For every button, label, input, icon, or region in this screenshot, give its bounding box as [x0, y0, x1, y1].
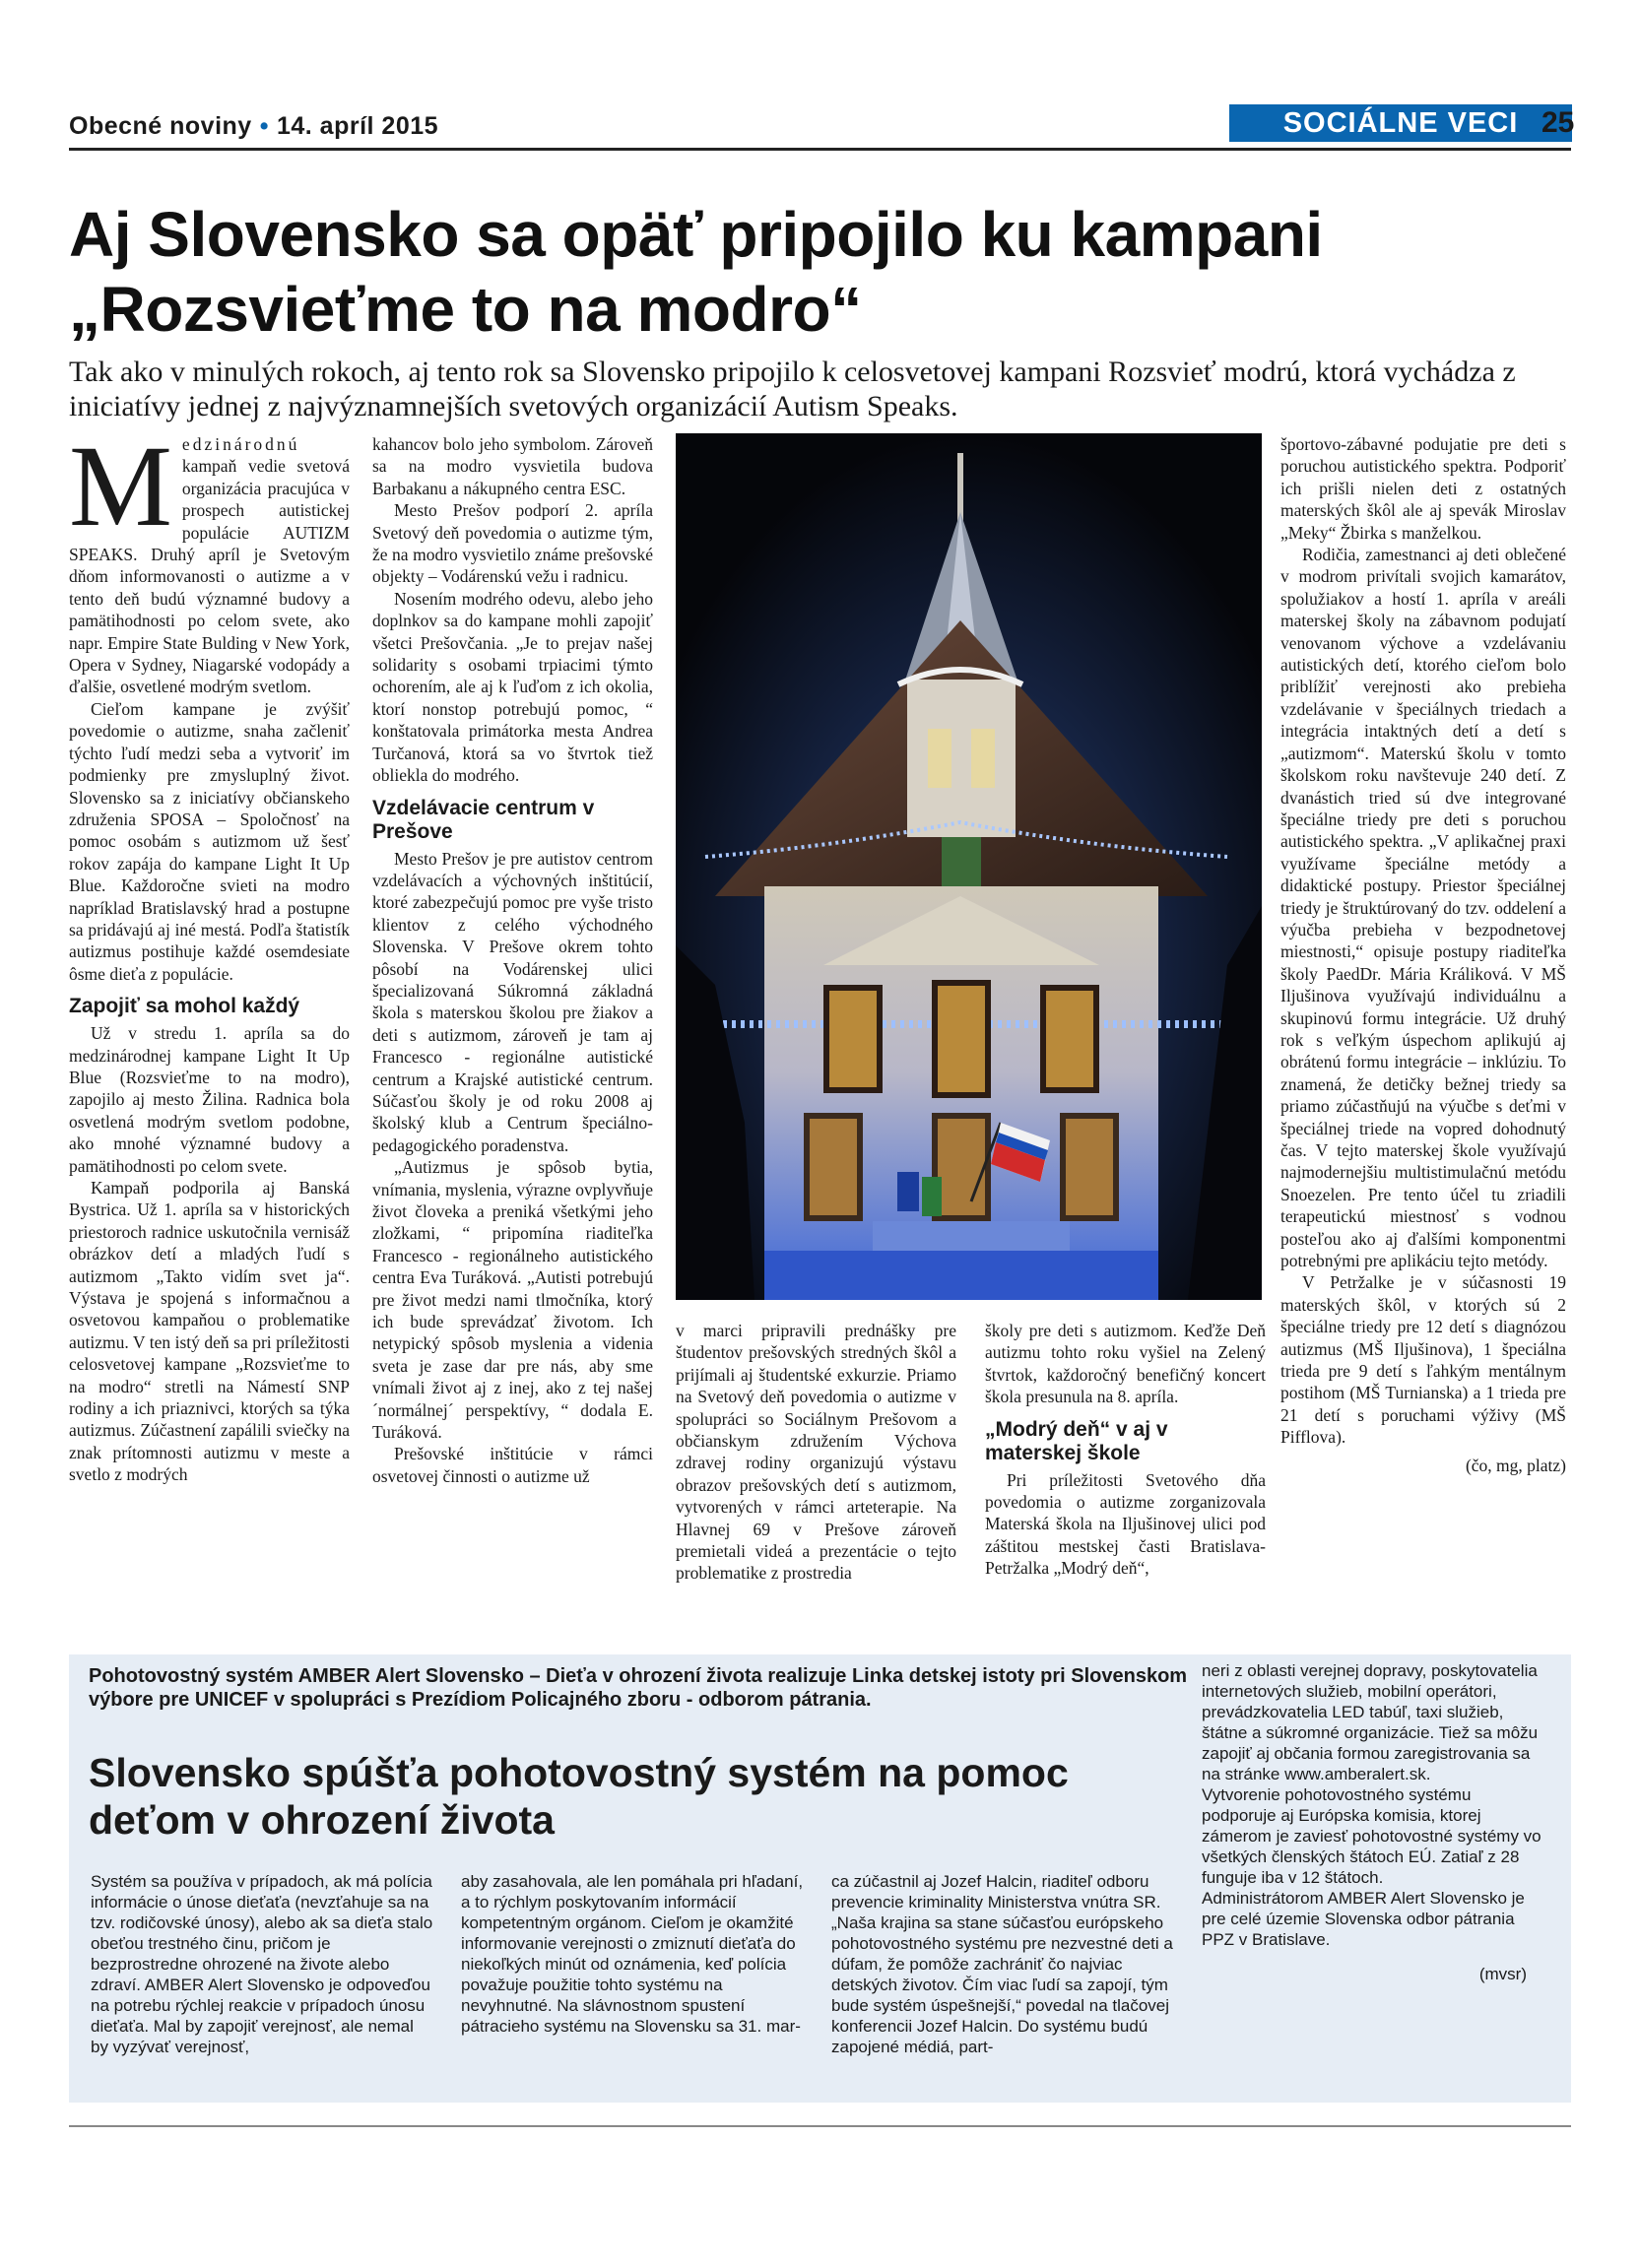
paragraph: Pri príležitosti Svetového dňa povedomia o autizme zorganizovala Materská škola na Iljušinovej ulici pod záštitou mestskej časti Bratislava-Petržalka „Modrý deň“, — [985, 1469, 1266, 1579]
article-photo-town-hall — [676, 433, 1262, 1300]
paragraph: v marci pripravili prednášky pre študentov prešovských stredných škôl a prijímali aj študentské exkurzie. Priamo na Svetový deň povedomia o autizme v spolupráci so Sociálnym Prešovom a občianskym združením Výchova zdravej rodiny organizujú výstavu obrazov prešovských detí s autizmom, vytvorených v rámci arteterapie. Na Hlavnej 69 v Prešove zároveň premietali videá a prezentácie o tejto problematike z prostredia — [676, 1321, 956, 1584]
paragraph: Už v stredu 1. apríla sa do medzinárodnej kampane Light It Up Blue (Rozsvieťme to na modro), zapojilo aj mesto Žilina. Radnica bola osvetlená modrým svetlom podobne, ako mnohé významné budovy a pamätihodnosti po celom svete. — [69, 1023, 350, 1176]
masthead — [69, 112, 438, 141]
drop-cap: M — [69, 421, 172, 551]
paragraph-text: kampaň vedie svetová organizácia pracujúca v prospech autistickej populácie AUTIZM SPEAKS. Druhý apríl je Svetovým dňom informovanosti o autizme a v tento deň budú významné budovy a pamätihodnosti po celom svete, ako napr. Empire State Bulding v New York, Opera v Sydney, Niagarské vodopády a ďalšie, osvetlené modrým svetlom. — [69, 456, 350, 697]
paragraph: kahancov bolo jeho symbolom. Zároveň sa na modro vysvietila budova Barbakanu a nákupného centra ESC. — [372, 434, 653, 498]
paragraph: Mesto Prešov je pre autistov centrom vzdelávacích a výchovných inštitúcií, ktoré zabezpečujú pomoc pre vyše tristo klientov z celého východného Slovenska. V Prešove okrem tohto pôsobí na Vodárenskej ulici špecializovaná Súkromná základná škola s materskou školou pre žiakov a deti s autizmom, zároveň je tam aj Francesco - regionálne autistické centrum a Krajské autistické centrum. Súčasťou školy je od roku 2008 aj školský klub a Centrum špeciálno-pedagogického poradenstva. — [372, 848, 653, 1155]
article-headline — [69, 197, 1571, 347]
header-rule — [69, 148, 1571, 151]
article-column-4 — [985, 1320, 1266, 1580]
paragraph: Cieľom kampane je zvýšiť povedomie o autizme, snaha začleniť týchto ľudí medzi seba a vytvoriť im podmienky pre zmysluplný život. Slovensko sa z iniciatívy občianskeho združenia SPOSA – Spoločnosť na pomoc osobám s autizmom už šesť rokov zapája do kampane Light It Up Blue. Každoročne svieti na modro napríklad Bratislavský hrad a postupne sa pridávajú aj iné mestá. Podľa štatistík autizmus postihuje každé osemdesiate ôsme dieťa z populácie. — [69, 698, 350, 984]
box-column-2: aby zasahovala, ale len pomáhala pri hľadaní, a to rýchlym poskytovaním informácií kompetentným orgánom. Cieľom je okamžité informovanie verejnosti o zmiznutí dieťaťa do niekoľkých minút od oznámenia, keď polícia považuje použitie tohto systému na nevyhnutné. Na slávnostnom spustení pátracieho systému na Slovensku sa 31. mar- — [461, 1872, 804, 2036]
amber-alert-box — [69, 1654, 1571, 2103]
publication-name: Obecné noviny — [69, 112, 252, 140]
subheading: Vzdelávacie centrum v Prešove — [372, 796, 595, 843]
box-column-4 — [1202, 1660, 1546, 1984]
article-column-5 — [1280, 433, 1566, 1476]
paragraph: Vytvorenie pohotovostného systému podporuje aj Európska komisia, ktorej zámerom je zaviesť pohotovostné systémy vo všetkých členských štátoch EÚ. Zatiaľ z 28 funguje iba v 12 štátoch. — [1202, 1785, 1542, 1887]
subheading: „Modrý deň“ v aj v materskej škole — [985, 1417, 1168, 1464]
box-headline-line-2: deťom v ohrození života — [89, 1797, 555, 1843]
article-lead: Tak ako v minulých rokoch, aj tento rok sa Slovensko pripojilo k celosvetovej kampani Rozsvieť modrú, ktorá vychádza z iniciatívy jednej z najvýznamnejších svetových organizácií Autism Speaks. — [69, 356, 1516, 422]
paragraph — [69, 421, 350, 698]
paragraph: V Petržalke je v súčasnosti 19 materských škôl, v ktorých sú 2 špeciálne triedy pre 12 detí s diagnózou autizmus (MŠ Iljušinova), 1 špeciálna trieda pre 9 detí s ľahkým mentálnym postihom (MŠ Turnianska) a 1 trieda pre 21 detí s poruchami výživy (MŠ Pifflova). — [1280, 1272, 1566, 1448]
box-column-3: ca zúčastnil aj Jozef Halcin, riaditeľ odboru prevencie kriminality Ministerstva vnútra SR. „Naša krajina sa stane súčasťou európskeho pohotovostného systému pre nezvestné deti a dúfam, že pomôže zachrániť čo najviac detských životov. Čím viac ľudí sa zapojí, tým bude systém úspešnejší,“ povedal na tlačovej konferencii Jozef Halcin. Do systému budú zapojené médiá, part- — [831, 1872, 1173, 2056]
page-number: 25 — [1542, 106, 1575, 139]
box-kicker: Pohotovostný systém AMBER Alert Slovensko – Dieťa v ohrození života realizuje Linka detskej istoty pri Slovenskom výbore pre UNICEF v spolupráci s Prezídiom Policajného zboru - odborom pátrania. — [89, 1665, 1188, 1711]
box-signature: (mvsr) — [1478, 1965, 1527, 1983]
paragraph: Nosením modrého odevu, alebo jeho doplnkov sa do kampane mohli zapojiť všetci Prešovčania. „Je to prejav našej solidarity s osobami trpiacimi týmto ochorením, ale aj k ľuďom z ich okolia, ktorí nonstop potrebujú pomoc, “ konštatovala primátorka mesta Andrea Turčanová, ktorá sa vo štvrtok tiež obliekla do modrého. — [372, 588, 653, 786]
paragraph: športovo-zábavné podujatie pre deti s poruchou autistického spektra. Podporiť ich prišli nielen deti z ostatných materských škôl ale aj spevák Miroslav „Meky“ Žbirka s manželkou. — [1280, 434, 1566, 543]
paragraph: neri z oblasti verejnej dopravy, poskytovatelia internetových služieb, mobilní operátori, prevádzkovatelia LED tabúľ, taxi služieb, štátne a súkromné organizácie. Tiež sa môžu zapojiť aj občania formou zaregistrovania sa na stránke www.amberalert.sk. — [1202, 1661, 1539, 1783]
paragraph: Prešovské inštitúcie v rámci osvetovej činnosti o autizme už — [372, 1444, 653, 1486]
paragraph: Mesto Prešov podporí 2. apríla Svetový deň povedomia o autizme tým, že na modro vysvietilo známe prešovské objekty – Vodárenskú vežu i radnicu. — [372, 500, 653, 587]
paragraph: školy pre deti s autizmom. Keďže Deň autizmu tohto roku vyšiel na Zelený štvrtok, každoročný benefičný koncert škola presunula na 8. apríla. — [985, 1321, 1266, 1407]
article-column-1 — [69, 421, 350, 1486]
author-signature: (čo, mg, platz) — [1465, 1455, 1566, 1475]
paragraph: „Autizmus je spôsob bytia, vnímania, myslenia, výrazne ovplyvňuje život človeka a preniká všetkými jeho zložkami, “ pripomína riaditeľka Francesco - regionálneho autistického centra Eva Turáková. „Autisti potrebujú pre život medzi nami tlmočníka, ktorý ich bude sprevádzať životom. Ich netypický spôsob myslenia a videnia sveta je zase dar pre nás, aby sme vnímali život aj z inej, ako z tej našej ´normálnej´ perspektívy, “ dodala E. Turáková. — [372, 1157, 653, 1443]
headline-line-2: „Rozsvieťme to na modro“ — [69, 274, 862, 345]
illuminated-building-image — [676, 433, 1262, 1300]
paragraph: Administrátorom AMBER Alert Slovensko je pre celé územie Slovenska odbor pátrania PPZ v Bratislave. — [1202, 1889, 1525, 1949]
paragraph: Kampaň podporila aj Banská Bystrica. Už 1. apríla sa v historických priestoroch radnice uskutočnila vernisáž obrázkov detí a mladých ľudí s autizmom „Takto vidím svet ja“. Výstava je spojená s informačnou a osvetovou kampaňou o problematike autizmu. V ten istý deň sa pri príležitosti celosvetovej kampane „Rozsvieťme to na modro“ stretli na Námestí SNP rodiny a ich priaznivci, ktorých sa týka autizmus. Zúčastnení zapálili sviečky na znak prítomnosti autizmu v meste a svetlo z modrých — [69, 1178, 350, 1485]
article-column-2 — [372, 433, 653, 1487]
dropcap-word: edzinárodnú — [181, 434, 300, 454]
headline-line-1: Aj Slovensko sa opäť pripojilo ku kampani — [69, 199, 1323, 270]
article-column-3 — [676, 1320, 956, 1585]
subheading: Zapojiť sa mohol každý — [69, 995, 300, 1018]
issue-date: 14. apríl 2015 — [276, 112, 439, 140]
section-label: SOCIÁLNE VECI — [1229, 104, 1572, 142]
separator-dot: • — [259, 112, 269, 140]
page-header — [69, 104, 1575, 144]
box-column-1: Systém sa používa v prípadoch, ak má polícia informácie o únose dieťaťa (nevzťahuje sa na tzv. rodičovské únosy), alebo ak sa dieťa stalo obeťou trestného činu, pričom je bezprostredne ohrozené na živote alebo zdraví. AMBER Alert Slovensko je odpoveďou na potrebu rýchlej reakcie v prípadoch únosu dieťaťa. Mal by zapojiť verejnosť, ale nemal by vyzývať verejnosť, — [91, 1872, 433, 2056]
paragraph: Rodičia, zamestnanci aj deti oblečené v modrom privítali svojich kamarátov, spolužiakov a hostí 1. apríla v areáli materskej školy na zábavnom podujatí venovanom výchove a vzdelávaniu autistických detí, ktorého cieľom bolo priblížiť verejnosti ako prebieha vzdelávanie v špeciálnych triedach a integrácia intaktných detí a detí s „autizmom“. Materskú školu v tomto školskom roku navštevuje 240 detí. Z dvanástich tried sú dve integrované špeciálne triedy pre deti s poruchou autistického spektra. „V aplikačnej praxi využívame špeciálne metódy a didaktické postupy. Priestor špeciálnej triedy je štruktúrovaný do tzv. oddelení a výučba prebieha v bezpodnetovej miestnosti,“ opisuje postupy riaditeľka školy PaedDr. Mária Králiková. V MŠ Iljušinova využívajú individuálnu a skupinovú formu integrácie. Už druhý rok s veľkým úspechom aplikujú aj obrátenú formu integrácie – inklúziu. To znamená, že detičky bežnej triedy sa priamo zúčastňujú na výučbe s deťmi v špeciálnej triede na vopred dohodnutý čas. V tejto materskej škole využívajú najmodernejšiu multistimulačnú metódu Snoezelen. Pre tento účel tu zriadili terapeutickú miestnosť s vodnou posteľou ako aj ďalšími komponentmi potrebnými pre aplikáciu tejto metódy. — [1280, 545, 1566, 1271]
bottom-rule — [69, 2125, 1571, 2127]
box-headline-line-1: Slovensko spúšťa pohotovostný systém na pomoc — [89, 1750, 1069, 1795]
box-headline — [89, 1749, 1192, 1844]
